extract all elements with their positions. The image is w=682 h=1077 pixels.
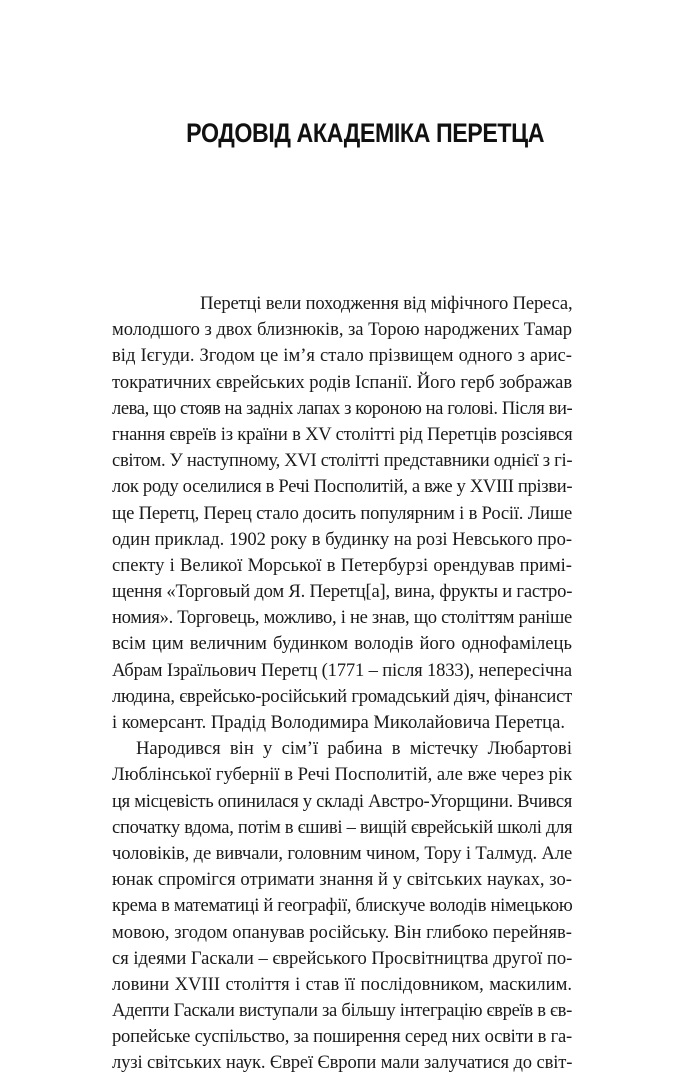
text-line: Народився він у сім’ї рабина в містечку Любартові — [136, 738, 572, 760]
text-line: крема в математиці й географії, блискуче володів німецькою — [112, 895, 573, 917]
text-line: лузі світських наук. Євреї Європи мали залучатися до світ- — [112, 1052, 573, 1074]
text-line: світом. У наступному, XVI столітті представники однієї з гі- — [112, 450, 573, 472]
text-line: Перетці вели походження від міфічного Переса, — [200, 293, 573, 314]
text-line: від Ієгуди. Згодом це ім’я стало прізвищем одного з арис- — [112, 345, 572, 367]
text-line: ся ідеями Гаскали – єврейського Просвітництва другої по- — [112, 947, 573, 969]
text-line: лева, що стояв на задніх лапах з короною на голові. Після ви- — [112, 397, 573, 419]
text-line: спекту і Великої Морської в Петербурзі орендував примі- — [112, 554, 572, 576]
text-line: гнання євреїв із країни в XV столітті рід Перетців розсіявся — [112, 423, 573, 445]
text-line: ропейське суспільство, за поширення серед них освіти в га- — [112, 1026, 572, 1048]
text-line: ця місцевість опинилася у складі Австро-Угорщини. Вчився — [112, 790, 573, 812]
text-line: щення «Торговый дом Я. Перетц[а], вина, фрукты и гастро- — [112, 581, 573, 603]
text-line: чоловіків, де вивчали, головним чином, Тору і Талмуд. Але — [112, 842, 573, 864]
text-line: всім цим величним будинком володів його однофамілець — [112, 633, 572, 655]
text-line: номия». Торговець, можливо, і не знав, що століттям раніше — [112, 607, 572, 629]
text-line: тократичних єврейських родів Іспанії. Його герб зображав — [112, 371, 573, 393]
text-line: один приклад. 1902 року в будинку на розі Невського про- — [112, 528, 572, 550]
text-line: молодшого з двох близнюків, за Торою народжених Тамар — [112, 319, 572, 341]
text-line: Адепти Гаскали виступали за більшу інтеграцію євреїв в єв- — [112, 1000, 572, 1022]
text-line: і комерсант. Прадід Володимира Миколайовича Перетца. — [112, 712, 565, 733]
text-line: юнак спромігся отримати знання й у світських науках, зо- — [112, 869, 572, 891]
paragraph-1 — [112, 291, 572, 736]
text-line: спочатку вдома, потім в єшиві – вищій єврейській школі для — [112, 816, 573, 838]
chapter-title: РОДОВІД АКАДЕМІКА ПЕРЕТЦА — [186, 118, 545, 148]
text-line: ще Перетц, Перец стало досить популярним і в Росії. Лише — [112, 502, 572, 524]
text-line: Абрам Ізраїльович Перетц (1771 – після 1833), непересічна — [112, 659, 572, 681]
text-line: людина, єврейсько-російський громадський діяч, фінансист — [112, 685, 572, 707]
text-line: ловини XVIII століття і став її послідовником, маскилим. — [112, 973, 572, 995]
text-line: мовою, згодом опанував російську. Він глибоко перейняв- — [112, 921, 572, 943]
paragraph-2 — [112, 736, 572, 1076]
text-line: лок роду оселилися в Речі Посполитій, а вже у XVIII прізви- — [112, 476, 573, 498]
body-text — [112, 291, 572, 1077]
text-line: Люблінської губернії в Речі Посполитій, але вже через рік — [112, 764, 573, 786]
